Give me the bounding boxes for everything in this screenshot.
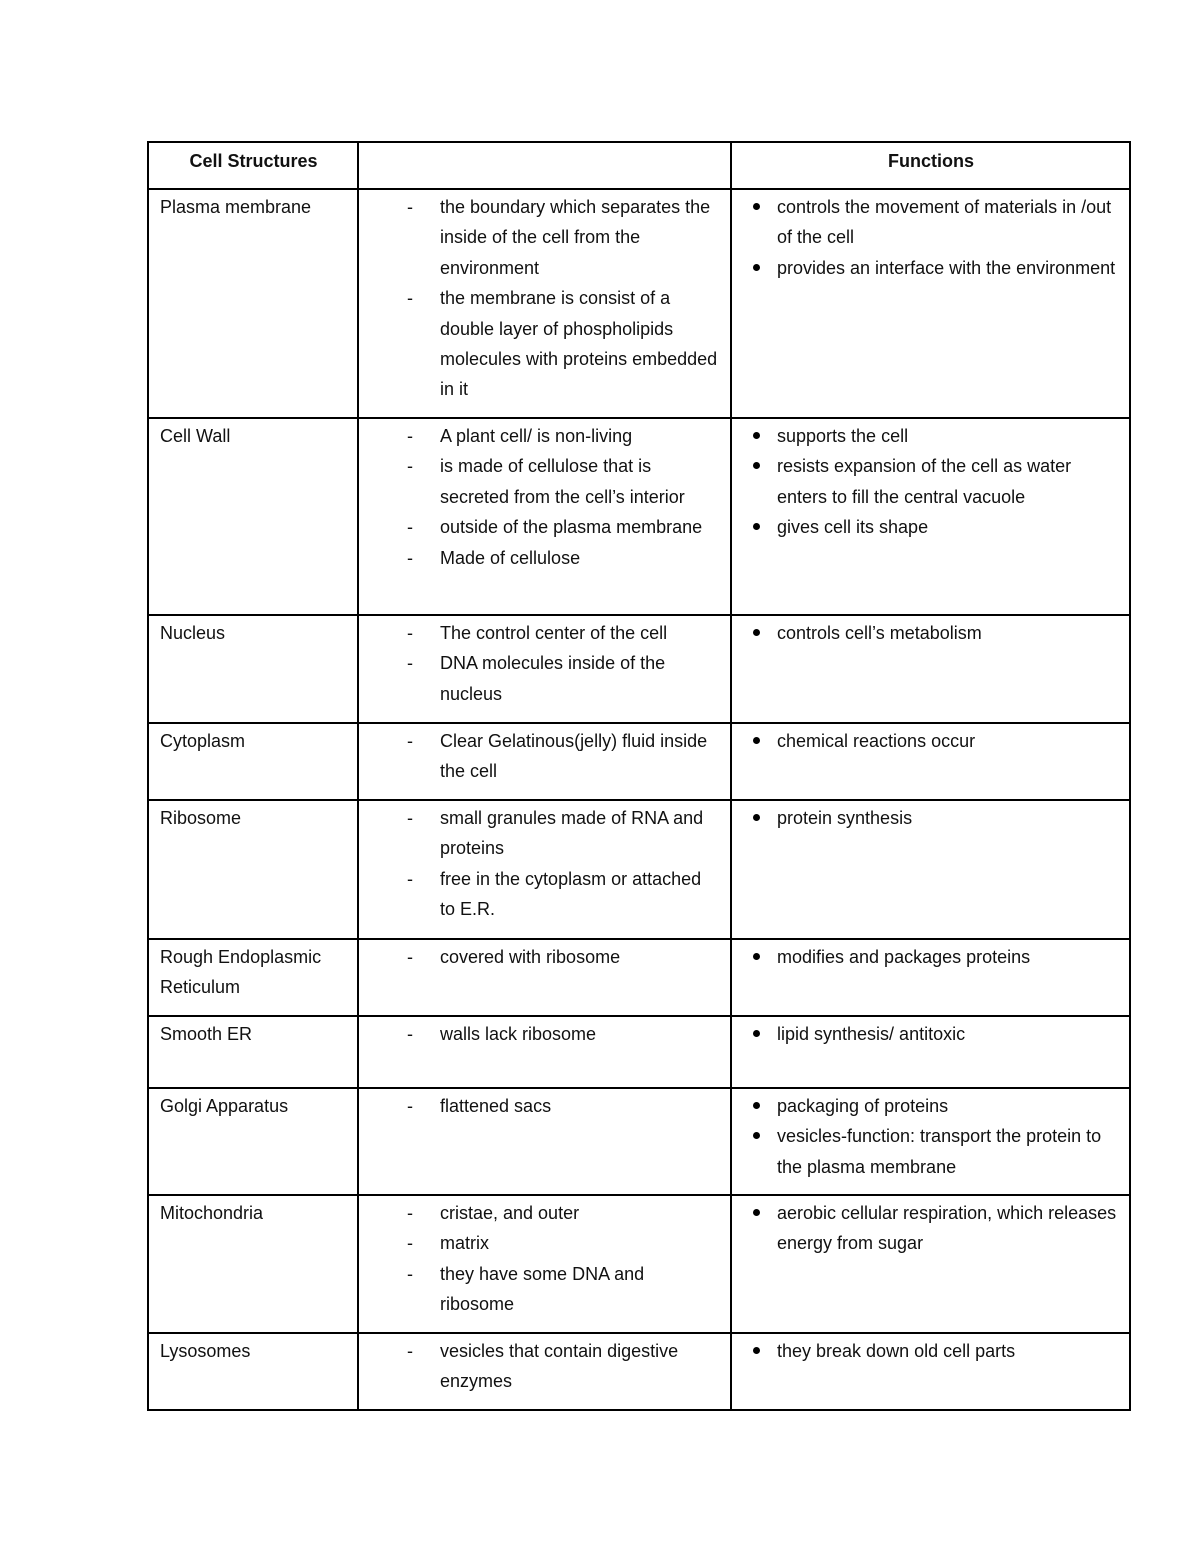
table-row (148, 1333, 1130, 1410)
structure-name-cell: Golgi Apparatus (148, 1088, 358, 1195)
function-item: supports the cell (743, 421, 1119, 451)
description-item: - the boundary which separates the inside of the cell from the environment (370, 192, 720, 283)
description-list (370, 726, 720, 787)
function-cell (731, 1088, 1130, 1195)
table-row (148, 1088, 1130, 1195)
description-list (370, 1198, 720, 1320)
function-cell (731, 418, 1130, 615)
function-list (743, 1198, 1119, 1259)
table-row (148, 800, 1130, 939)
description-cell (358, 1195, 731, 1333)
description-item: - Clear Gelatinous(jelly) fluid inside the cell (370, 726, 720, 787)
description-item: - A plant cell/ is non-living (370, 421, 720, 451)
header-cell-structures: Cell Structures (148, 142, 358, 189)
description-cell (358, 418, 731, 615)
description-item: - DNA molecules inside of the nucleus (370, 648, 720, 709)
description-item: - the membrane is consist of a double layer of phospholipids molecules with proteins embedded in it (370, 283, 720, 405)
function-list (743, 726, 1119, 756)
function-item: gives cell its shape (743, 512, 1119, 542)
description-cell (358, 723, 731, 800)
function-cell (731, 1016, 1130, 1088)
cell-structures-table (147, 141, 1131, 1411)
description-cell (358, 939, 731, 1016)
table-row (148, 189, 1130, 418)
table-row (148, 1016, 1130, 1088)
table-row (148, 939, 1130, 1016)
table-row (148, 1195, 1130, 1333)
table-body (148, 189, 1130, 1410)
function-item: vesicles-function: transport the protein to the plasma membrane (743, 1121, 1119, 1182)
description-list (370, 421, 720, 573)
description-item: - walls lack ribosome (370, 1019, 720, 1049)
description-item: - they have some DNA and ribosome (370, 1259, 720, 1320)
structure-name-cell: Cytoplasm (148, 723, 358, 800)
header-row (148, 142, 1130, 189)
function-list (743, 803, 1119, 833)
description-cell (358, 1088, 731, 1195)
description-cell (358, 800, 731, 939)
function-item: controls cell’s metabolism (743, 618, 1119, 648)
function-list (743, 421, 1119, 543)
description-item: - The control center of the cell (370, 618, 720, 648)
table-header (148, 142, 1130, 189)
function-list (743, 192, 1119, 283)
description-item: - small granules made of RNA and proteins (370, 803, 720, 864)
description-list (370, 1019, 720, 1049)
description-cell (358, 1016, 731, 1088)
description-list (370, 1336, 720, 1397)
function-list (743, 1019, 1119, 1049)
structure-name-cell: Cell Wall (148, 418, 358, 615)
function-cell (731, 800, 1130, 939)
table-row (148, 615, 1130, 723)
description-cell (358, 189, 731, 418)
table-row (148, 723, 1130, 800)
function-item: packaging of proteins (743, 1091, 1119, 1121)
description-item: - Made of cellulose (370, 543, 720, 573)
function-list (743, 1336, 1119, 1366)
function-item: lipid synthesis/ antitoxic (743, 1019, 1119, 1049)
description-list (370, 1091, 720, 1121)
function-list (743, 942, 1119, 972)
structure-name-cell: Nucleus (148, 615, 358, 723)
description-list (370, 803, 720, 925)
function-list (743, 1091, 1119, 1182)
function-cell (731, 723, 1130, 800)
function-cell (731, 1195, 1130, 1333)
structure-name-cell: Smooth ER (148, 1016, 358, 1088)
function-item: resists expansion of the cell as water enters to fill the central vacuole (743, 451, 1119, 512)
function-item: chemical reactions occur (743, 726, 1119, 756)
description-item: - free in the cytoplasm or attached to E.R. (370, 864, 720, 925)
function-item: controls the movement of materials in /out of the cell (743, 192, 1119, 253)
description-item: - flattened sacs (370, 1091, 720, 1121)
function-cell (731, 189, 1130, 418)
description-list (370, 192, 720, 405)
function-item: provides an interface with the environment (743, 253, 1119, 283)
function-item: aerobic cellular respiration, which releases energy from sugar (743, 1198, 1119, 1259)
function-list (743, 618, 1119, 648)
description-item: - cristae, and outer (370, 1198, 720, 1228)
description-item: - covered with ribosome (370, 942, 720, 972)
description-list (370, 942, 720, 972)
function-item: protein synthesis (743, 803, 1119, 833)
description-cell (358, 1333, 731, 1410)
description-item: - matrix (370, 1228, 720, 1258)
function-cell (731, 615, 1130, 723)
structure-name-cell: Lysosomes (148, 1333, 358, 1410)
description-item: - outside of the plasma membrane (370, 512, 720, 542)
structure-name-cell: Mitochondria (148, 1195, 358, 1333)
header-descriptions (358, 142, 731, 189)
function-cell (731, 1333, 1130, 1410)
description-list (370, 618, 720, 709)
structure-name-cell: Plasma membrane (148, 189, 358, 418)
table-row (148, 418, 1130, 615)
function-item: they break down old cell parts (743, 1336, 1119, 1366)
structure-name-cell: Rough Endoplasmic Reticulum (148, 939, 358, 1016)
structure-name-cell: Ribosome (148, 800, 358, 939)
description-item: - vesicles that contain digestive enzymes (370, 1336, 720, 1397)
header-functions: Functions (731, 142, 1130, 189)
function-item: modifies and packages proteins (743, 942, 1119, 972)
function-cell (731, 939, 1130, 1016)
description-cell (358, 615, 731, 723)
description-item: - is made of cellulose that is secreted from the cell’s interior (370, 451, 720, 512)
